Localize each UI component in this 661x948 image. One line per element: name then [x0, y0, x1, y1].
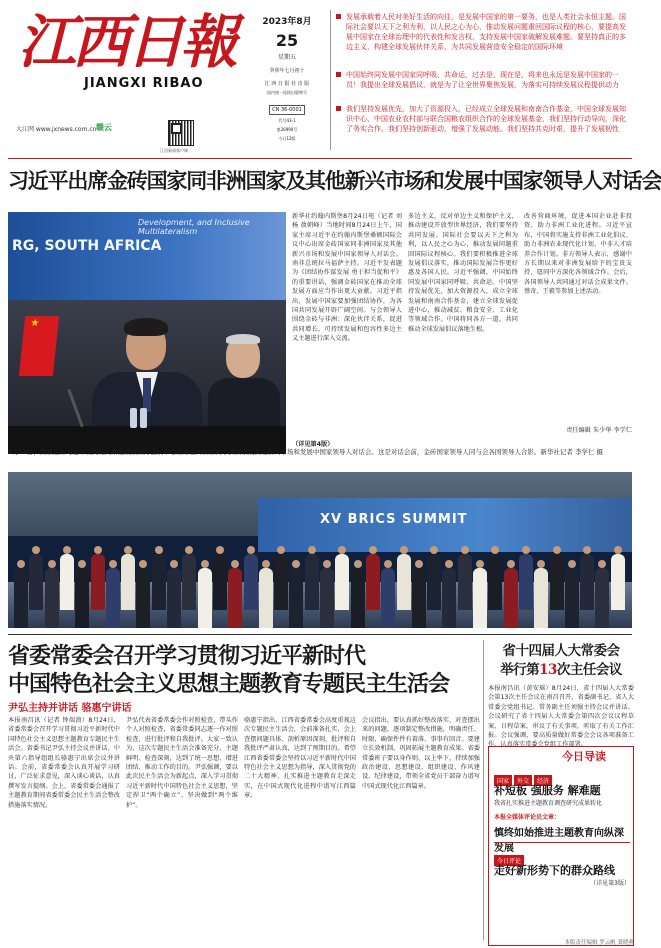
issue-reg: 国内统一连续出版物号 — [267, 90, 307, 95]
lead-photo[interactable] — [8, 212, 286, 454]
newspaper-pinyin: JIANGXI RIBAO — [84, 76, 204, 91]
lead-headline[interactable]: 习近平出席金砖国家同非洲国家及其他新兴市场和发展中国家领导人对话会 — [8, 168, 661, 193]
leader-figure — [259, 568, 273, 628]
second-subheadline: 尹弘主持并讲话 骆惠宁讲话 — [8, 703, 132, 714]
today-guide-title: 今日导读 — [562, 750, 606, 763]
leader-figure — [550, 554, 564, 610]
issue-publisher: 江 西 日 报 社 出 版 — [264, 81, 310, 87]
leader-figure — [198, 568, 212, 628]
leader-figure — [14, 568, 28, 628]
issue-number: 第26990号 — [276, 127, 298, 132]
leader-figure — [519, 554, 533, 610]
issue-cn-number: CN 36-0001 — [269, 105, 305, 115]
guide-tag[interactable]: 经济 — [534, 775, 552, 786]
qr-code-icon[interactable] — [168, 120, 194, 146]
guide-item-label: 本报全媒体评论员文章： — [494, 814, 561, 821]
article-column: 改善营商环境，促进本国企业赴非投资，助力非洲工业化进程。习近平宣布，中国将实施支持非洲工业化倡议、助力非洲农业现代化计划、中非人才培养合作计划。非方领导人表示，感谢中方长期以来对非洲发展给予的宝贵支持，愿同中方深化各领域合作。会后，各国领导人共同通过对话会成果文件。蔡奇、王毅等参加上述活动。 — [524, 213, 632, 296]
article-editor: 责任编辑 朱少华 李学仁 — [566, 427, 632, 434]
app-brand: 赣云 — [96, 123, 112, 132]
masthead-divider — [330, 10, 331, 150]
leader-figure — [412, 568, 426, 628]
leader-figure — [366, 554, 380, 610]
water-bottle-icon — [140, 408, 147, 428]
leader-figure — [442, 568, 456, 628]
article-column: 新华社约翰内斯堡8月24日电（记者 刘杨 敖朝峰）当地时间8月24日上午，国家主席习近平在约翰内斯堡桑顿国际会议中心出席金砖国家同非洲国家及其他新兴市场和发展中国家领导人对话会。南非总统拉马福萨主持。习近平发表题为《团结协作谋发展 勇于担当促和平》的重要讲话，强调金砖国家在推动全球发展方面应当作出更大贡献。习近平指出，发展中国家要加强团结协作，为各国共同发展开辟广阔空间。与会领导人围绕金砖与非洲：深化伙伴关系，促进共同增长、可持续发展和包容性多边主义主题进行深入交流。 — [292, 213, 402, 343]
leader-figure — [504, 568, 518, 628]
issue-lunar-date: 癸卯年七月初十 — [269, 68, 305, 74]
leader-figure — [29, 554, 43, 610]
section-divider — [8, 158, 632, 159]
see-page-link[interactable]: （详见第4版） — [292, 441, 334, 448]
guide-tag[interactable]: 国家 — [494, 775, 512, 786]
leader-figure — [473, 568, 487, 628]
guide-item-title[interactable]: 补短板 强服务 解难题 — [494, 784, 601, 797]
leader-figure — [182, 554, 196, 610]
page-editor-footer: 本版责任编辑 罗云帆 龚晓燕 — [564, 940, 634, 946]
leader-figure — [580, 554, 594, 610]
issue-info — [252, 14, 322, 142]
issue-year-month: 2023年8月 — [262, 17, 312, 27]
article-column: 多边主义，反对单边主义和保护主义，推动建设开放型世界经济，我们要坚持共同发展。国际社会要以天下之利为利，以人民之心为心，推动发展问题重回国际议程核心。我们要积极推进全球发展倡议落实，推动国际发展合作更好惠及各国人民。习近平强调，中国始终同发展中国家同呼吸、共命运。中国坚持发展优先，加大资源投入，成立全球发展和南南合作基金，建立全球发展促进中心，推动减贫、粮食安全、工业化等领域合作。中国将同各方一道，共同推动全球发展倡议落地生根。 — [408, 213, 518, 333]
backdrop-text: RG, SOUTH AFRICA — [12, 238, 162, 254]
newspaper-title: 江西日報 — [18, 8, 235, 76]
leader-figure — [335, 554, 349, 610]
leader-figure — [136, 568, 150, 628]
leader-figure — [60, 554, 74, 610]
third-headline-post: 次主任会议 — [556, 662, 622, 678]
china-flag-icon — [19, 316, 59, 376]
article-column: 骆惠宁指出，江西省委常委会高度重视这次专题民主生活会，会前准备扎实，会上查摆问题具体、剖析原因深刻，批评和自我批评严肃认真，达到了预期目的。希望江西省委常委会坚持以习近平新时代中国特色社会主义思想为指导，深入贯彻党的二十大精神，扎实推进主题教育走深走实，在中国式现代化进程中谱写江西篇章。 — [244, 717, 356, 800]
guide-tag[interactable]: 外交 — [514, 775, 532, 786]
guide-item-title[interactable]: 慎终如始推进主题教育向纵深发展 — [494, 828, 624, 854]
leader-figure — [381, 568, 395, 628]
issue-pages: 今日12版 — [278, 136, 296, 141]
column-divider — [483, 640, 484, 940]
third-headline[interactable] — [488, 642, 634, 680]
leader-figure — [351, 568, 365, 628]
leader-figure — [427, 554, 441, 610]
leader-figure — [167, 568, 181, 628]
water-bottle-icon — [130, 408, 137, 428]
second-headline-line1: 省委常委会召开学习贯彻习近平新时代 — [8, 643, 366, 669]
second-headline[interactable] — [8, 642, 480, 698]
issue-day: 25 — [275, 31, 299, 50]
issue-code: 代号43-1 — [278, 118, 296, 123]
leader-figure — [152, 554, 166, 610]
leader-figure — [274, 554, 288, 610]
guide-divider — [494, 842, 630, 843]
leader-figure — [320, 568, 334, 628]
group-photo[interactable] — [8, 472, 632, 628]
guide-item-caption: 我省扎实推进主题教育调查研究成果转化 — [494, 800, 603, 807]
leader-figure — [91, 554, 105, 610]
leader-figure — [228, 568, 242, 628]
leader-figure — [458, 554, 472, 610]
top-news-item[interactable]: 中国始终同发展中国家同呼吸、共命运，过去是、现在是、将来也永远是发展中国家的一员！我提出全球发展倡议，就是为了让全世界聚焦发展，为落实可持续发展议程提供动力 — [336, 70, 632, 90]
leader-figure — [106, 568, 120, 628]
guide-item-title[interactable]: 走好新形势下的群众路线 — [494, 864, 615, 877]
guide-comment-tag[interactable]: 今日评论 — [494, 855, 524, 866]
leader-figure — [121, 554, 135, 610]
leader-figure — [305, 554, 319, 610]
third-article-body: 本报南昌讯（黄安瑶）8月24日，省十四届人大常委会第13次主任会议在南昌召开，省委副书记、省人大常委会党组书记、常务副主任刘强主持会议并讲话。会议研究了省十四届人大常委会第四次会议议程草案、日程草案，审议了有关事项，听取了有关工作汇报。会议强调，要高质量做好常委会会议各项准备工作，认真落实常委会党组工作部署。 — [488, 685, 634, 749]
leader-figure — [213, 554, 227, 610]
qr-caption: 江西新闻客户端 — [160, 148, 188, 153]
article-column: 尹弘代表省委常委会作对照检查，带头作个人对照检查，省委常委同志逐一作对照检查，进行批评和自我批评。大家一致认为，这次专题民主生活会准备充分、主题鲜明、检查深刻，达到了统一思想、增进团结、推动工作的目的。尹弘强调，要以此次民主生活会为新起点，深入学习贯彻习近平新时代中国特色社会主义思想，坚定捍卫“两个确立”、坚决做到“两个维护”。 — [126, 717, 238, 809]
third-headline-pre: 举行第 — [500, 662, 540, 678]
section-divider — [8, 634, 632, 635]
summit-screen-text: XV BRICS SUMMIT — [320, 512, 468, 527]
leader-figure — [397, 554, 411, 610]
guide-page-ref[interactable]: （详见第3版） — [590, 880, 630, 887]
website-url[interactable]: 大江网 www.jxnews.com.cn — [16, 126, 97, 133]
top-news-item[interactable]: 发展承载着人民对美好生活的向往，是发展中国家的第一要务，也是人类社会永恒主题。国际社会要以天下之利为利，以人民之心为心，推动发展问题重回国际议程的核心，要提高发展中国家在全球治理中的代表性和发言权，支持发展中国家破解发展难题。要坚持真正的多边主义，构建全球发展伙伴关系，为共同发展营造安全稳定的国际环境 — [336, 12, 632, 52]
leader-figure — [611, 554, 625, 610]
second-headline-line2: 中国特色社会主义思想主题教育专题民主生活会 — [8, 671, 450, 697]
leader-figure — [244, 554, 258, 610]
article-column: 本报南昌讯（记者 钟端浪）8月24日，省委常委会召开学习贯彻习近平新时代中国特色社会主义思想主题教育专题民主生活会。省委书记尹弘主持会议并讲话。中央第六指导组组长骆惠宁出席会议并讲话。会前，省委常委会认真开展学习研讨，广泛征求意见，深入谈心谈话，认真撰写发言提纲。会上，省委常委会通报了主题教育期间省委常委会民主生活会整改措施落实情况。 — [8, 717, 120, 809]
backdrop-slogan: Development, and Inclusive Multilateralism — [138, 218, 250, 236]
leader-figure — [45, 568, 59, 628]
leader-figure — [75, 568, 89, 628]
leader-figure — [488, 554, 502, 610]
article-column: 会议指出，要认真抓好整改落实，对查摆出来的问题，逐项制定整改措施，明确责任、时限，确保件件有着落、事事有回音。要建立长效机制，巩固拓展主题教育成果。省委常委班子要以身作则、以上率下，持续加强政治建设、思想建设、组织建设、作风建设、纪律建设，带领全省党员干部奋力谱写中国式现代化江西篇章。 — [362, 717, 480, 790]
third-headline-num: 13 — [539, 662, 557, 678]
issue-weekday: 星期五 — [277, 54, 296, 61]
group-photo-caption: 8月24日，国家主席习近平在约翰内斯堡桑顿国际会议中心出席金砖国家同非洲国家及其他新兴市场和发展中国家领导人对话会。这是对话会前，金砖国家领导人同与会各国领导人合影。新华社记者 李学仁 摄 — [8, 448, 604, 456]
leader-figure — [565, 568, 579, 628]
leader-figure — [534, 568, 548, 628]
third-headline-line1: 省十四届人大常委会 — [502, 643, 620, 659]
leader-figure — [289, 568, 303, 628]
leader-figure — [595, 568, 609, 628]
top-news-item[interactable]: 我们坚持发展优先，加大了资源投入，已经成立全球发展和南南合作基金，中国全球发展知识中心、中国农业农村部与联合国粮农组织合作的全球发展基金，我们坚持行动导向，深化了务实合作。我们坚持创新驱动，增强了发展动能。我们坚持共克时艰，提升了发展韧性 — [336, 104, 632, 134]
